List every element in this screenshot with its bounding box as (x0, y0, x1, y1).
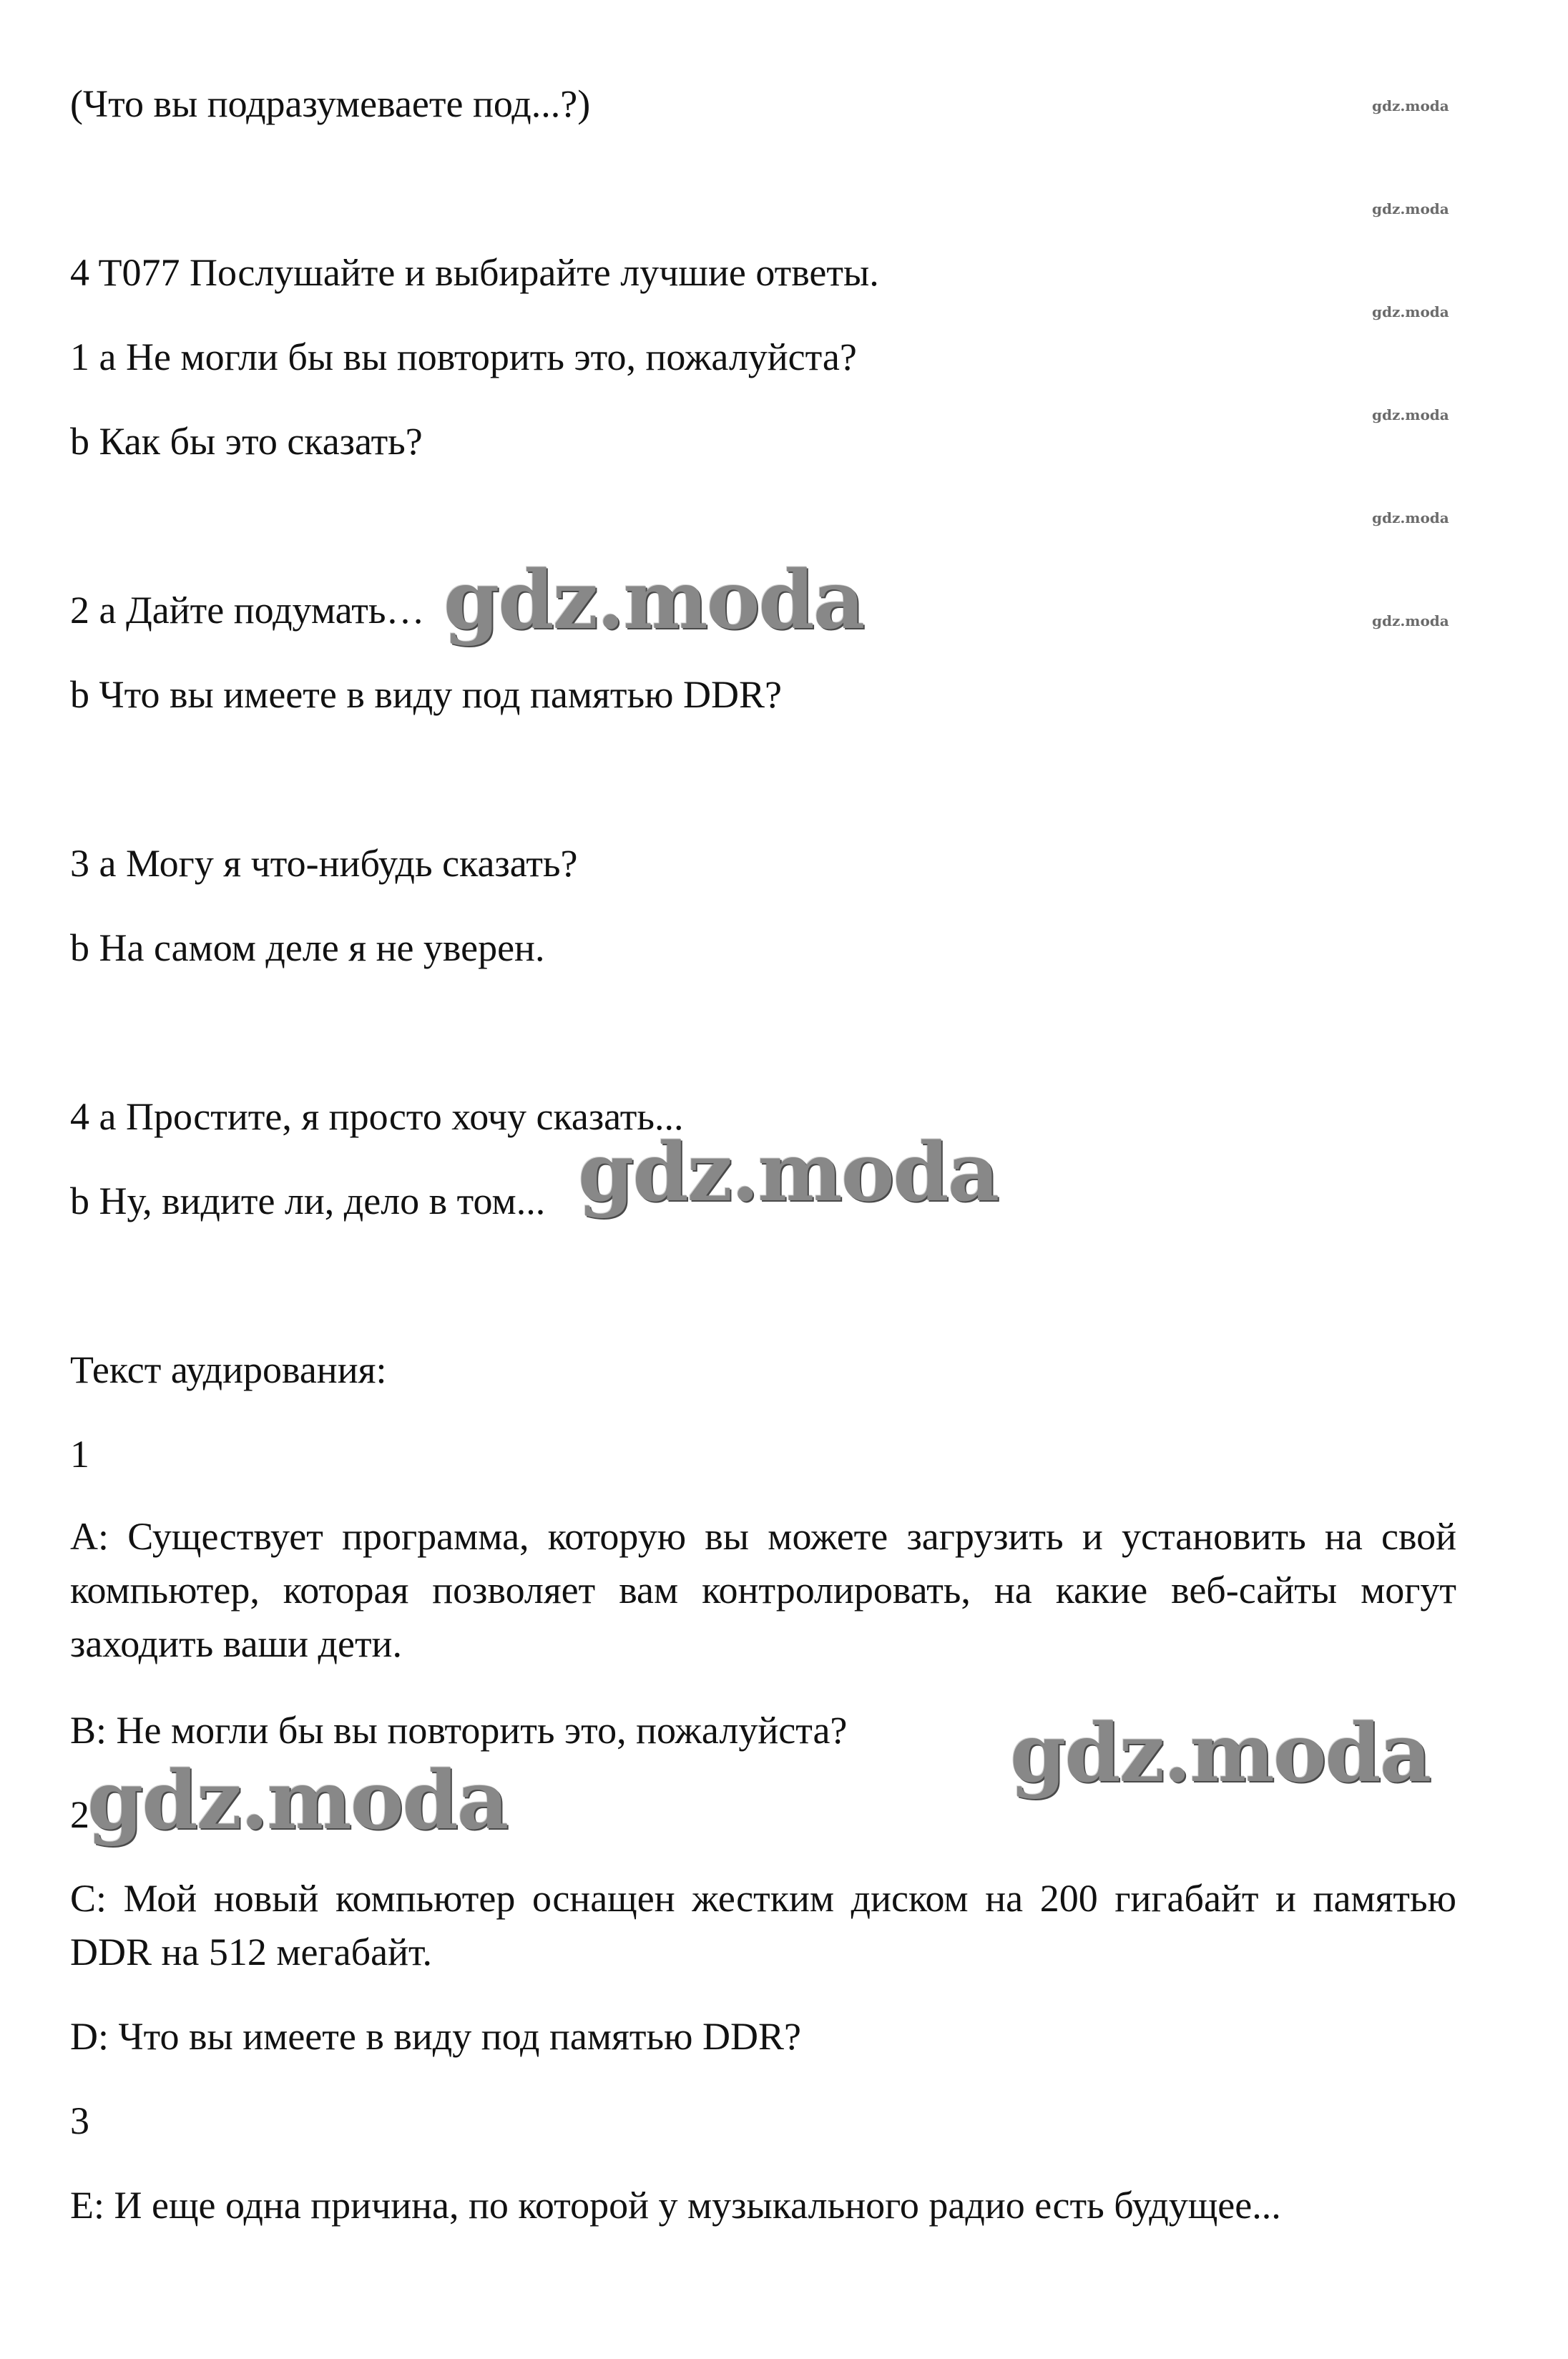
answer-3b: b На самом деле я не уверен. (70, 926, 545, 969)
watermark-small: gdz.moda (1372, 97, 1449, 114)
section-header: (Что вы подразумеваете под...?) (70, 82, 591, 125)
exercise-title: 4 T077 Послушайте и выбирайте лучшие ответы. (70, 251, 879, 294)
watermark-large: gdz.moda (87, 1754, 508, 1848)
transcript-line-a: A: Существует программа, которую вы можете загрузить и установить на свой компьютер, которая позволяет вам контролировать, на какие веб-сайты могут заходить ваши дети. (70, 1515, 1456, 1665)
transcript-heading: Текст аудирования: (70, 1348, 387, 1391)
watermark-small: gdz.moda (1372, 303, 1449, 320)
answer-1b: b Как бы это сказать? (70, 420, 423, 463)
answer-4b: b Ну, видите ли, дело в том... (70, 1180, 546, 1222)
transcript-number-3: 3 (70, 2099, 89, 2142)
watermark-small: gdz.moda (1372, 612, 1449, 629)
answer-2b: b Что вы имеете в виду под памятью DDR? (70, 673, 782, 716)
answer-2a: 2 a Дайте подумать… (70, 589, 425, 632)
answer-4a: 4 a Простите, я просто хочу сказать... (70, 1095, 684, 1138)
answer-1a: 1 a Не могли бы вы повторить это, пожалуйста? (70, 335, 857, 378)
watermark-small: gdz.moda (1372, 406, 1449, 423)
transcript-number-1: 1 (70, 1433, 89, 1476)
watermark-large: gdz.moda (444, 554, 864, 647)
transcript-line-b: B: Не могли бы вы повторить это, пожалуйста? (70, 1709, 848, 1752)
transcript-number-2: 2 (70, 1793, 89, 1836)
transcript-line-e: E: И еще одна причина, по которой у музыкального радио есть будущее... (70, 2184, 1281, 2227)
watermark-large: gdz.moda (578, 1126, 999, 1220)
watermark-small: gdz.moda (1372, 509, 1449, 526)
watermark-small: gdz.moda (1372, 200, 1449, 217)
transcript-line-d: D: Что вы имеете в виду под памятью DDR? (70, 2015, 801, 2058)
watermark-large: gdz.moda (1010, 1707, 1431, 1800)
answer-3a: 3 a Могу я что-нибудь сказать? (70, 842, 578, 885)
transcript-line-c: C: Мой новый компьютер оснащен жестким диском на 200 гигабайт и памятью DDR на 512 мегабайт. (70, 1877, 1456, 1973)
